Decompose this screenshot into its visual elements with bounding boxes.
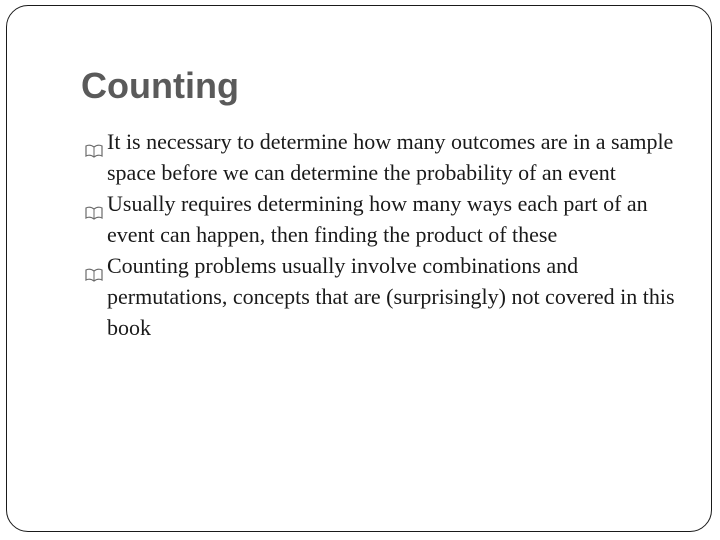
book-bullet-icon xyxy=(85,197,103,211)
bullet-text: It is necessary to determine how many outcomes are in a sample space before we can determine the probability of an event xyxy=(107,129,674,185)
bullet-text: Usually requires determining how many ways each part of an event can happen, then finding the product of these xyxy=(107,191,648,247)
bullet-text: Counting problems usually involve combinations and permutations, concepts that are (surprisingly) not covered in this book xyxy=(107,253,675,340)
book-bullet-icon xyxy=(85,135,103,149)
slide-title: Counting xyxy=(81,65,239,106)
bullet-item xyxy=(85,126,685,188)
bullet-list xyxy=(85,126,685,343)
bullet-item xyxy=(85,250,685,343)
book-bullet-icon xyxy=(85,259,103,273)
slide-frame xyxy=(6,5,712,532)
bullet-item xyxy=(85,188,685,250)
